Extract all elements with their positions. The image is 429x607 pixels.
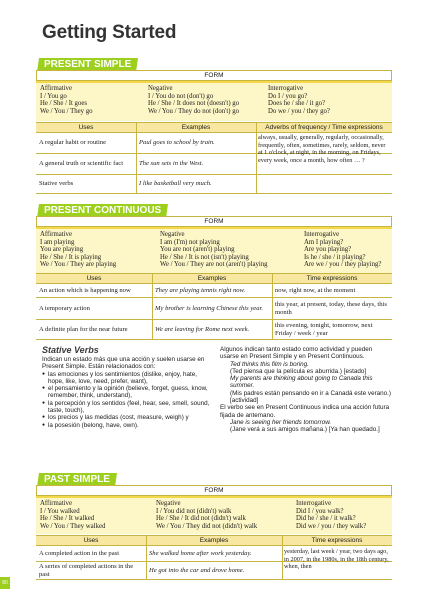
present-continuous-banner: PRESENT CONTINUOUS	[37, 204, 168, 218]
table-row: A series of completed actions in the past He got into the car and drove home.	[36, 562, 392, 580]
table-row: A definite plan for the near future We are leaving for Rome next week. this evening, tonight, tomorrow, next Friday / week / year	[36, 320, 392, 340]
divider	[272, 273, 273, 340]
ps-affirmative: Affirmative I / You go He / She / It goes We / You / They go	[40, 85, 93, 115]
page-number: 80	[0, 577, 10, 589]
table-row: A general truth or scientific fact The sun sets in the West.	[36, 154, 392, 175]
ps-uses-header: Uses Examples Adverbs of frequency / Time expressions	[36, 122, 392, 133]
pc-form-box	[36, 229, 392, 273]
pst-interrogative: Interrogative Did I / you walk? Did he / she / it walk? Did we / you / they walk?	[296, 500, 367, 530]
ps-form-box	[36, 83, 392, 121]
present-simple-banner: PRESENT SIMPLE	[37, 58, 138, 72]
page-title: Getting Started	[42, 22, 177, 43]
stative-heading: Stative Verbs	[42, 345, 99, 355]
ps-form-label: FORM	[36, 70, 392, 81]
pc-uses-header: Uses Examples Time expressions	[36, 273, 392, 284]
pc-negative: Negative I am (I'm) not playing You are not (aren't) playing He / She / It is not (isn't) playing We / You / They are not (aren't) playing	[160, 231, 268, 269]
table-row: An action which is happening now They are playing tennis right now. now, right now, at the moment	[36, 284, 392, 298]
pst-uses-header: Uses Examples Time expressions	[36, 535, 392, 546]
divider	[146, 535, 147, 580]
pst-affirmative: Affirmative I / You walked He / She / It walked We / You / They walked	[40, 500, 106, 530]
stative-left: Indican un estado más que una acción y suelen usarse en Present Simple. Están relacionados con: ● las emociones y los sentimientos (dislike, enjoy, hate, hope, like, love, need, prefer, want), ● el pensamiento y la opinión (believe, forget, guess, know, remember, think, understand), ● la percepción y los sentidos (feel, hear, see, smell, sound, taste, touch), ● los precios y las medidas (cost, measure, weigh) y ● la posesión (belong, have, own).	[42, 356, 212, 429]
pst-form-label: FORM	[36, 485, 392, 496]
pc-form-label: FORM	[36, 216, 392, 227]
divider	[256, 122, 257, 194]
table-row: A completed action in the past She walked home after work yesterday.	[36, 546, 392, 562]
table-row: A regular habit or routine Paul goes to school by train.	[36, 133, 392, 154]
stative-right: Algunos indican tanto estado como actividad y pueden usarse en Present Simple y en Present Continuous. Ted thinks this film is boring. (Ted piensa que la película es aburrida.) [estado] My parents are thinking about going to Canada this summer. (Mis padres están pensando en ir a Canadá este verano.) [actividad] El verbo see en Present Continuous indica una acción futura fijada de antemano. Jane is seeing her friends tomorrow. (Jane verá a sus amigos mañana.) [Ya han quedado.]	[220, 346, 392, 434]
ps-negative: Negative I / You do not (don't) go He / She / It does not (doesn't) go We / You / They do not (don't) go	[148, 85, 240, 115]
divider	[152, 273, 153, 340]
pst-form-box	[36, 498, 392, 534]
table-row: Stative verbs I like basketball very much.	[36, 175, 392, 194]
divider	[136, 122, 137, 194]
past-simple-banner: PAST SIMPLE	[37, 473, 117, 487]
divider	[282, 535, 283, 580]
pst-time-expressions: yesterday, last week / year, two days ago, in 2007, in the 1980s, in the 18th century, when, then	[284, 548, 389, 570]
ps-interrogative: Interrogative Do I / you go? Does he / she / it go? Do we / you / they go?	[268, 85, 330, 115]
table-row: A temporary action My brother is learning Chinese this year. this year, at present, today, these days, this month	[36, 298, 392, 320]
pc-interrogative: Interrogative Am I playing? Are you playing? Is he / she / it playing? Are we / you / they playing?	[304, 231, 382, 269]
pc-affirmative: Affirmative I am playing You are playing He / She / It is playing We / You / They are playing	[40, 231, 117, 269]
ps-time-expressions: always, usually, generally, regularly, occasionally, frequently, often, sometimes, rarely, seldom, never at 1 o'clock, at night, in the morning, on Fridays, every week, once a month, how often … ?	[258, 134, 386, 164]
pst-negative: Negative I / You did not (didn't) walk He / She / It did not (didn't) walk We / You / They did not (didn't) walk	[156, 500, 258, 530]
